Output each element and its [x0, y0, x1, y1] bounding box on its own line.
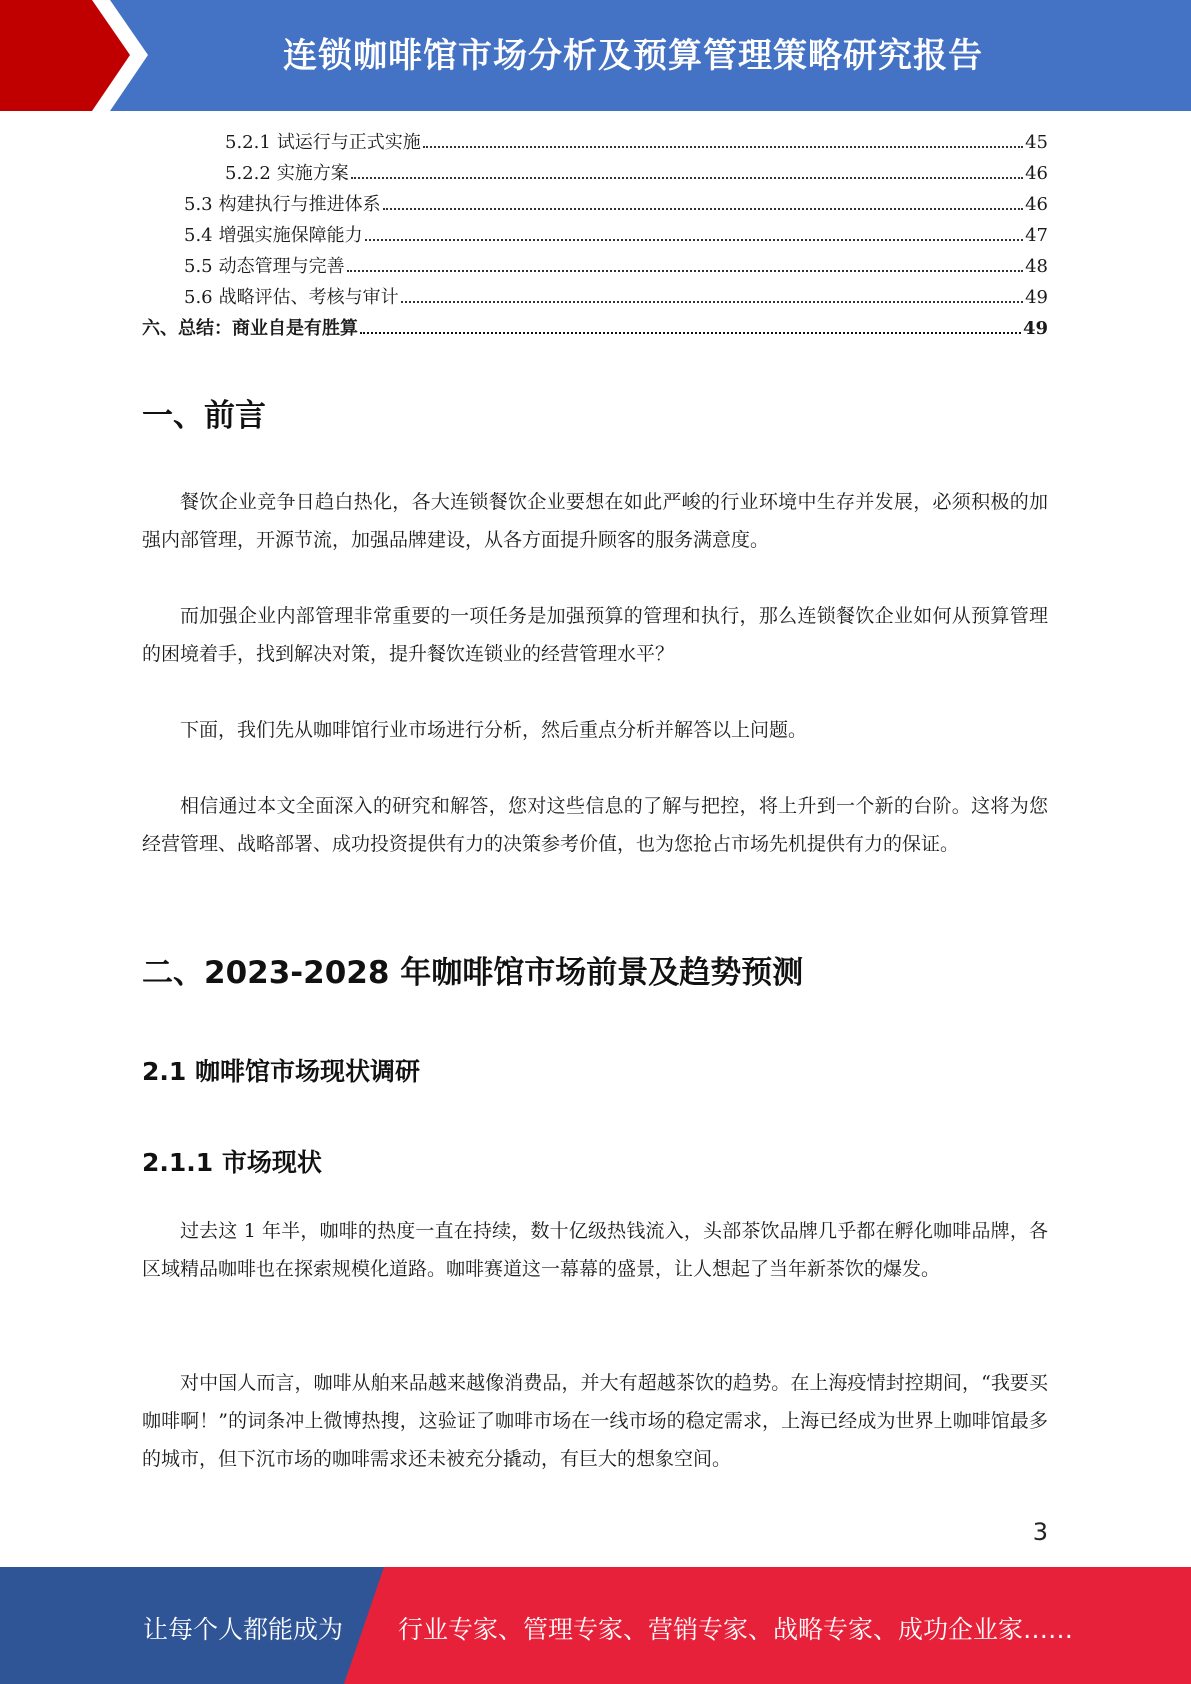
footer-slogan-left: 让每个人都能成为	[143, 1615, 344, 1644]
toc-entry-page: 46	[1025, 163, 1048, 184]
toc-entry-number: 5.4	[184, 225, 213, 246]
page-number: 3	[1032, 1518, 1048, 1546]
toc-leader-dots	[351, 176, 1023, 179]
toc-entry-number: 5.6	[184, 287, 213, 308]
toc-entry-label: 战略评估、考核与审计	[218, 287, 399, 308]
toc-entry-label: 六、总结：商业自是有胜算	[142, 318, 358, 339]
toc-leader-dots	[365, 238, 1023, 241]
toc-entry-page: 48	[1025, 256, 1048, 277]
toc-entry-label: 增强实施保障能力	[218, 225, 363, 246]
toc-entry-label: 动态管理与完善	[218, 256, 345, 277]
toc-entry-label: 构建执行与推进体系	[218, 194, 381, 215]
body-paragraph: 相信通过本文全面深入的研究和解答，您对这些信息的了解与把控，将上升到一个新的台阶。这将为您经营管理、战略部署、成功投资提供有力的决策参考价值，也为您抢占市场先机提供有力的保证。	[142, 795, 1048, 855]
section-heading-preface: 一、前言	[142, 398, 266, 434]
toc-entry[interactable]	[142, 128, 1048, 159]
subsection-heading: 2.1 咖啡馆市场现状调研	[142, 1057, 420, 1086]
toc-entry[interactable]	[142, 283, 1048, 314]
section-heading-forecast: 二、2023-2028 年咖啡馆市场前景及趋势预测	[142, 955, 804, 991]
toc-leader-dots	[360, 331, 1021, 334]
toc-entry[interactable]	[142, 221, 1048, 252]
toc-entry-label: 实施方案	[276, 163, 349, 184]
toc-entry[interactable]	[142, 314, 1048, 345]
toc-entry-page: 47	[1025, 225, 1048, 246]
toc-entry[interactable]	[142, 252, 1048, 283]
body-paragraph: 过去这 1 年半，咖啡的热度一直在持续，数十亿级热钱流入，头部茶饮品牌几乎都在孵化咖啡品牌，各区域精品咖啡也在探索规模化道路。咖啡赛道这一幕幕的盛景，让人想起了当年新茶饮的爆发。	[142, 1220, 1048, 1280]
footer-slogan-right: 行业专家、管理专家、营销专家、战略专家、成功企业家……	[398, 1615, 1074, 1644]
toc-entry-page: 49	[1025, 287, 1048, 308]
toc-entry-number: 5.2.2	[225, 163, 271, 184]
toc-leader-dots	[383, 207, 1023, 210]
toc-entry-page: 49	[1022, 318, 1048, 339]
body-paragraph: 而加强企业内部管理非常重要的一项任务是加强预算的管理和执行，那么连锁餐饮企业如何从预算管理的困境着手，找到解决对策，提升餐饮连锁业的经营管理水平？	[142, 605, 1048, 665]
page-header	[0, 0, 1191, 111]
toc-entry-number: 5.5	[184, 256, 213, 277]
toc-leader-dots	[401, 300, 1023, 303]
toc-entry-label: 试运行与正式实施	[276, 132, 421, 153]
toc-entry-page: 46	[1025, 194, 1048, 215]
toc-entry-number: 5.2.1	[225, 132, 271, 153]
toc-leader-dots	[347, 269, 1023, 272]
body-paragraph: 对中国人而言，咖啡从舶来品越来越像消费品，并大有超越茶饮的趋势。在上海疫情封控期间，“我要买咖啡啊！”的词条冲上微博热搜，这验证了咖啡市场在一线市场的稳定需求，上海已经成为世界上咖啡馆最多的城市，但下沉市场的咖啡需求还未被充分撬动，有巨大的想象空间。	[142, 1372, 1048, 1470]
body-paragraph: 下面，我们先从咖啡馆行业市场进行分析，然后重点分析并解答以上问题。	[180, 719, 808, 741]
toc-entry[interactable]	[142, 159, 1048, 190]
report-title: 连锁咖啡馆市场分析及预算管理策略研究报告	[283, 36, 983, 76]
toc-entry-number: 5.3	[184, 194, 213, 215]
subsubsection-heading: 2.1.1 市场现状	[142, 1148, 322, 1177]
toc-entry[interactable]	[142, 190, 1048, 221]
body-paragraph: 餐饮企业竞争日趋白热化，各大连锁餐饮企业要想在如此严峻的行业环境中生存并发展，必须积极的加强内部管理，开源节流，加强品牌建设，从各方面提升顾客的服务满意度。	[142, 491, 1048, 551]
page-footer	[0, 1567, 1191, 1684]
toc-leader-dots	[423, 145, 1023, 148]
toc-entry-page: 45	[1025, 132, 1048, 153]
table-of-contents	[142, 128, 1048, 345]
